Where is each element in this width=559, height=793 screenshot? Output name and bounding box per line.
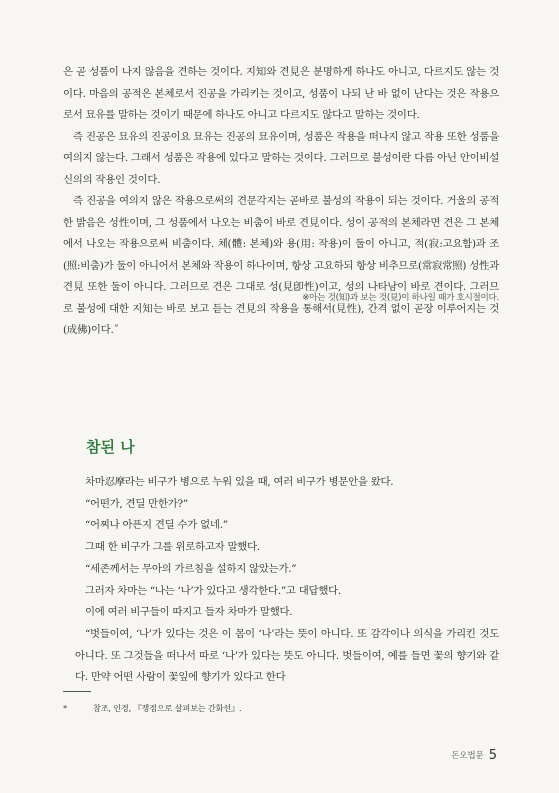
paragraph-3: 즉 진공을 여의지 않은 작용으로써의 견문각지는 곧바로 불성의 작용이 되는 것이다. 거울의 공적한 밝음은 성性이며, 그 성품에서 나오는 비춤이 바로 견見이다. 성이 공적의 본체라면 견은 그 본체에서 나오는 작용으로써 비춤이다. 체(體: 본체)와 용(用: 작용)이 둘이 아니고, 적(寂:고요함)과 조(照:비춤)가 둘이 아니어서 본체와 작용이 하나이며, 항상 고요하되 항상 비추므로(常寂常照) 성性과 견見 또한 둘이 아니다. 그러므로 견은 그대로 성(見卽性)이고, 성의 나타남이 바로 견이다. 그러므로 불성에 대한 지知는 바로 보고 듣는 견見의 작용을 통해서(見性), 간격 없이 곧장 이루어지는 것(成佛)이다.˝ bbox=[63, 195, 499, 336]
paragraph-2: 즉 진공은 묘유의 진공이요 묘유는 진공의 묘유이며, 성품은 작용을 떠나지 않고 작용 또한 성품을 여의지 않는다. 그래서 성품은 작용에 있다고 말하는 것이다. 그러므로 불성이란 다름 아닌 안이비설신의의 작용인 것이다. bbox=[63, 130, 499, 186]
section-body bbox=[63, 472, 499, 689]
section-line: “어찌나 아픈지 견딜 수가 없네.” bbox=[85, 519, 228, 532]
page-number: 5 bbox=[488, 748, 497, 763]
section-line: 그때 한 비구가 그를 위로하고자 말했다. bbox=[85, 541, 260, 554]
section-line: “벗들이여, ‘나’가 있다는 것은 이 몸이 ‘나’라는 뜻이 아니다. 또 감각이나 의식을 가리킨 것도 아니다. 또 그것들을 떠나서 따로 ‘나’가 있다는 뜻도 아니다. 벗들이여, 예를 들면 꽃의 향기와 같다. 만약 어떤 사람이 꽃잎에 향기가 있다고 한다 bbox=[75, 627, 499, 684]
running-footer-title: 돈오법문 bbox=[451, 750, 484, 760]
footnote-mark: * bbox=[63, 703, 67, 713]
section-line: 이에 여러 비구들이 따지고 들자 차마가 말했다. bbox=[85, 606, 293, 619]
footnote bbox=[63, 703, 241, 714]
page-footer bbox=[451, 748, 497, 763]
footnote-divider bbox=[63, 691, 91, 692]
section-line: 차마忍摩라는 비구가 병으로 누워 있을 때, 여러 비구가 병문안을 왔다. bbox=[85, 476, 394, 488]
side-note: ※아는 것(知)과 보는 것(見)이 하나일 때가 호시절이다. bbox=[302, 293, 499, 303]
section-line: 그러자 차마는 “나는 ‘나’가 있다고 생각한다.”고 대답했다. bbox=[85, 584, 341, 597]
paragraph-1: 은 곧 성품이 나지 않음을 견하는 것이다. 지知와 견見은 분명하게 하나도 아니고, 다르지도 않는 것이다. 마음의 공적은 본체로서 진공을 가리키는 것이고, 성품이 나되 난 바 없이 난다는 것은 작용으로서 묘유를 말하는 것이기 때문에 하나도 아니고 다르지도 않다고 말하는 것이다. bbox=[63, 66, 499, 121]
section-title: 참된 나 bbox=[86, 438, 135, 456]
footnote-text: 참조, 인경, 『쟁점으로 살펴보는 간화선』. bbox=[93, 703, 242, 713]
section-line: “어떤가, 견딜 만한가?” bbox=[85, 497, 188, 510]
section-line: “세존께서는 무아의 가르침을 설하지 않았는가.” bbox=[85, 562, 297, 575]
